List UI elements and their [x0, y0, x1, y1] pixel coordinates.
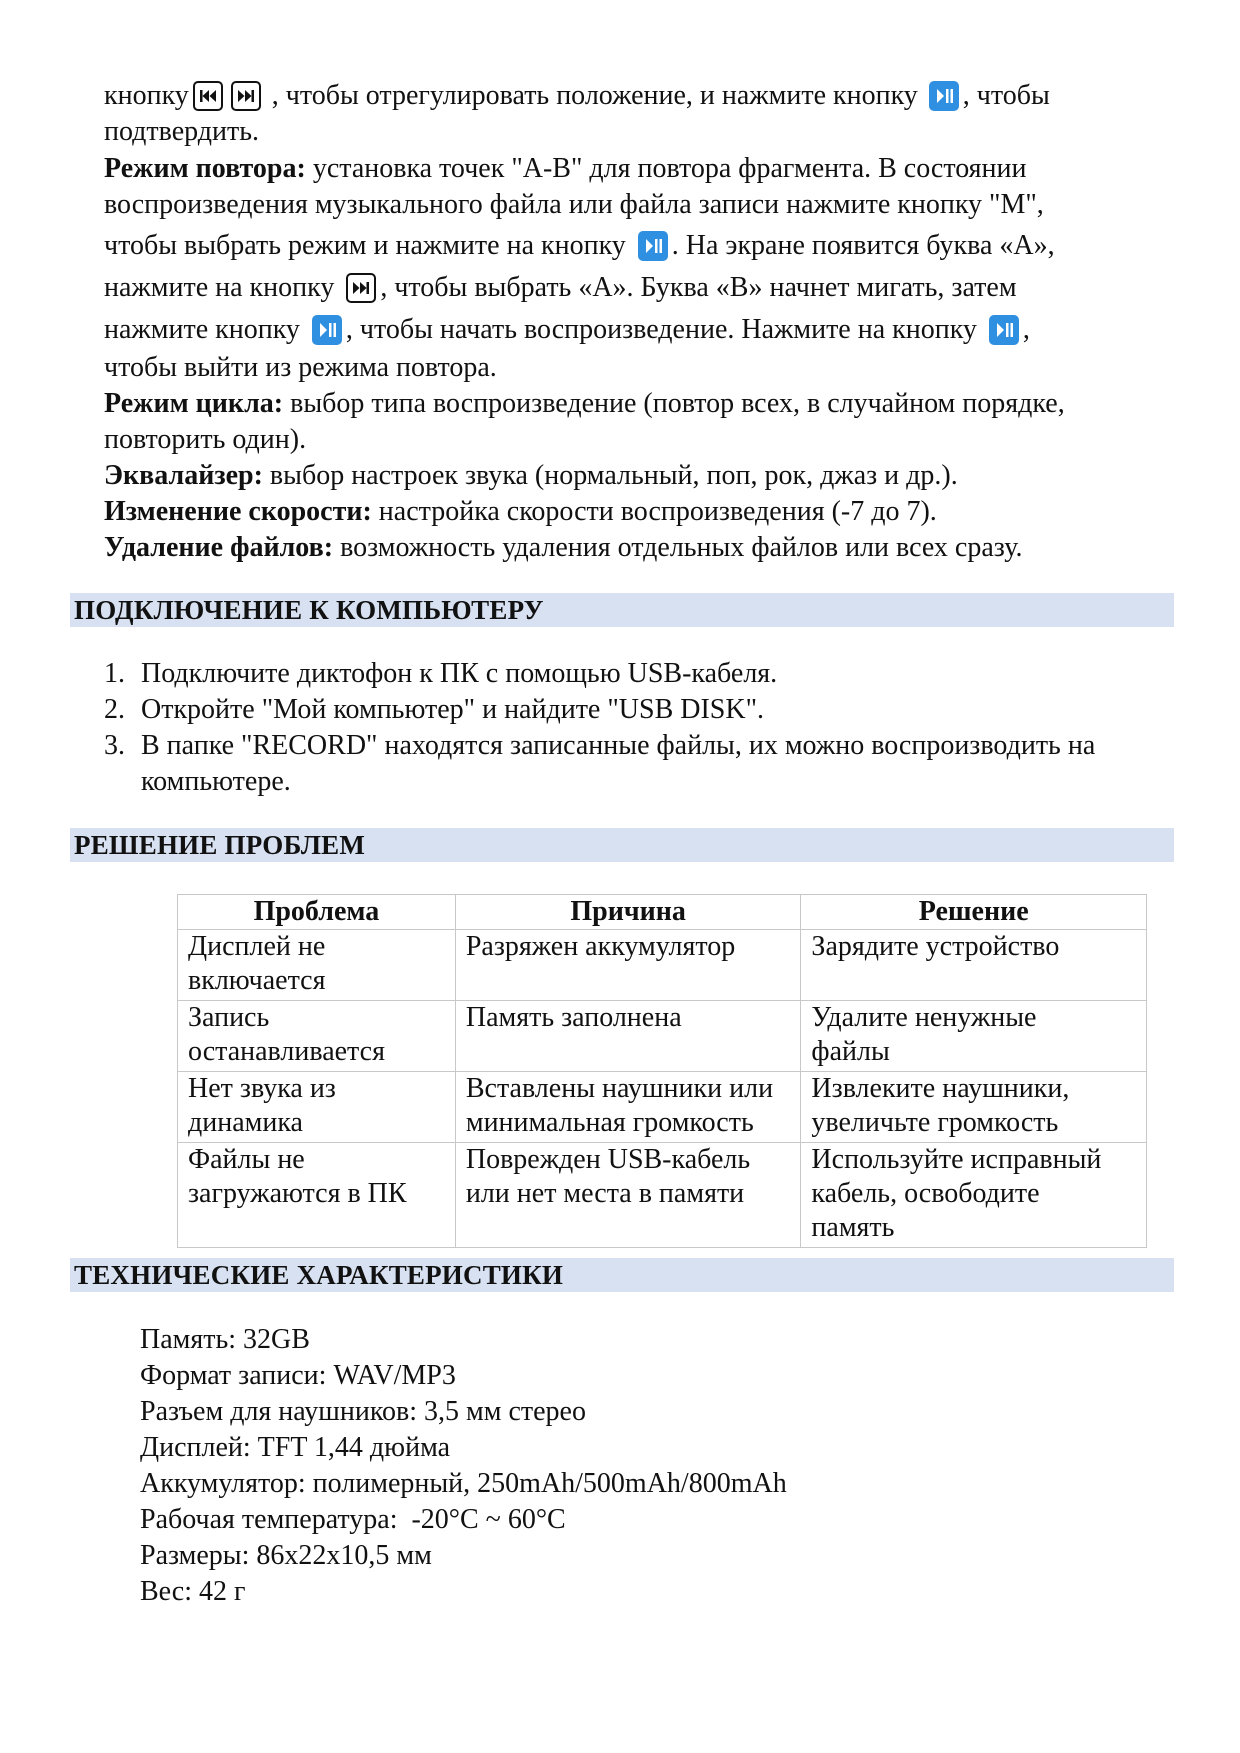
cell-line: кабель, освободите — [811, 1178, 1040, 1209]
cell-line: Извлеките наушники, — [811, 1073, 1070, 1104]
next-track-icon — [231, 81, 261, 111]
spec-item-dimensions: Размеры: 86x22x10,5 мм — [140, 1540, 432, 1571]
repeat-mode-line-3 — [104, 228, 1164, 264]
spec-item-headphone-jack: Разъем для наушников: 3,5 мм стерео — [140, 1396, 586, 1427]
cell-line: Используйте исправный — [811, 1144, 1102, 1175]
cell-line: Удалите ненужные — [811, 1002, 1037, 1033]
repeat-mode-text: чтобы выбрать режим и нажмите на кнопку — [104, 230, 626, 261]
play-pause-icon — [929, 81, 959, 111]
list-item-text: В папке "RECORD" находятся записанные файлы, их можно воспроизводить на — [141, 730, 1096, 761]
equalizer-label: Эквалайзер: — [104, 460, 263, 491]
play-pause-icon — [638, 231, 668, 261]
list-number: 3. — [104, 730, 125, 761]
cell-line: минимальная громкость — [465, 1107, 754, 1138]
repeat-mode-text: , — [1022, 314, 1030, 345]
table-row — [178, 1001, 1147, 1072]
table-cell — [178, 930, 456, 1001]
cell-line: Дисплей не — [188, 931, 326, 962]
list-item-text: компьютере. — [141, 766, 291, 797]
table-row — [178, 930, 1147, 1001]
cycle-mode-line-1 — [104, 386, 1164, 422]
table-cell — [455, 930, 801, 1001]
cell-line: Зарядите устройство — [811, 931, 1060, 962]
repeat-mode-text: установка точек "А-В" для повтора фрагмента. В состоянии — [305, 153, 1027, 184]
list-item — [104, 656, 1164, 692]
cell-line: загружаются в ПК — [188, 1178, 407, 1209]
cell-line: Запись — [188, 1002, 270, 1033]
speed-line — [104, 494, 1164, 530]
cell-line: Разряжен аккумулятор — [465, 931, 736, 962]
repeat-mode-text: , чтобы начать воспроизведение. Нажмите на кнопку — [345, 314, 977, 345]
list-number: 1. — [104, 658, 125, 689]
repeat-mode-line-6: чтобы выйти из режима повтора. — [104, 352, 497, 383]
cycle-mode-line-2: повторить один). — [104, 424, 307, 455]
intro-text: , чтобы — [962, 80, 1050, 111]
section-header-troubleshooting: РЕШЕНИЕ ПРОБЛЕМ — [70, 828, 1174, 862]
repeat-mode-text: , чтобы выбрать «А». Буква «В» начнет мигать, затем — [380, 272, 1017, 303]
section-header-pc-connection: ПОДКЛЮЧЕНИЕ К КОМПЬЮТЕРУ — [70, 593, 1174, 627]
speed-text: настройка скорости воспроизведения (-7 до 7). — [371, 496, 937, 527]
cell-line: останавливается — [188, 1036, 385, 1067]
list-item — [104, 728, 1164, 800]
intro-line-1 — [104, 78, 1164, 114]
repeat-mode-text: нажмите кнопку — [104, 314, 300, 345]
cell-line: Поврежден USB-кабель — [465, 1144, 751, 1175]
troubleshooting-table — [177, 894, 1147, 1248]
pc-connection-list — [104, 656, 1164, 800]
prev-track-icon — [193, 81, 223, 111]
intro-line-2: подтвердить. — [104, 116, 260, 147]
table-cell — [178, 1072, 456, 1143]
delete-files-text: возможность удаления отдельных файлов или всех сразу. — [333, 532, 1023, 563]
cell-line: файлы — [811, 1036, 890, 1067]
cell-line: Файлы не — [188, 1144, 305, 1175]
specifications-list — [140, 1322, 787, 1610]
cycle-mode-label: Режим цикла: — [104, 388, 284, 419]
list-item-text: Подключите диктофон к ПК с помощью USB-кабеля. — [141, 658, 778, 689]
table-row — [178, 1072, 1147, 1143]
table-cell — [801, 1001, 1147, 1072]
cell-line: Вставлены наушники или — [465, 1073, 774, 1104]
table-cell — [178, 1143, 456, 1248]
section-header-specifications: ТЕХНИЧЕСКИЕ ХАРАКТЕРИСТИКИ — [70, 1258, 1174, 1292]
repeat-mode-text: нажмите на кнопку — [104, 272, 335, 303]
repeat-mode-label: Режим повтора: — [104, 153, 306, 184]
play-pause-icon — [989, 315, 1019, 345]
cell-line: или нет места в памяти — [465, 1178, 745, 1209]
repeat-mode-line-1 — [104, 151, 1164, 187]
cycle-mode-text: выбор типа воспроизведение (повтор всех, в случайном порядке, — [283, 388, 1065, 419]
spec-item-display: Дисплей: TFT 1,44 дюйма — [140, 1432, 451, 1463]
repeat-mode-line-5 — [104, 312, 1164, 348]
list-item — [104, 692, 1164, 728]
cell-line: Нет звука из — [188, 1073, 336, 1104]
spec-item-battery: Аккумулятор: полимерный, 250mAh/500mAh/800mAh — [140, 1468, 787, 1499]
cell-line: Память заполнена — [465, 1002, 682, 1033]
list-item-text: Откройте "Мой компьютер" и найдите "USB DISK". — [141, 694, 765, 725]
table-cell — [178, 1001, 456, 1072]
table-header-cause: Причина — [455, 895, 801, 930]
table-cell — [801, 1143, 1147, 1248]
list-number: 2. — [104, 694, 125, 725]
intro-text: кнопку — [104, 80, 189, 111]
table-row — [178, 1143, 1147, 1248]
cell-line: включается — [188, 965, 326, 996]
speed-label: Изменение скорости: — [104, 496, 372, 527]
equalizer-text: выбор настроек звука (нормальный, поп, рок, джаз и др.). — [262, 460, 958, 491]
table-cell — [801, 930, 1147, 1001]
table-cell — [455, 1072, 801, 1143]
cell-line: память — [811, 1212, 895, 1243]
table-header-solution: Решение — [801, 895, 1147, 930]
repeat-mode-text: . На экране появится буква «А», — [671, 230, 1055, 261]
delete-files-line — [104, 530, 1164, 566]
table-cell — [455, 1001, 801, 1072]
repeat-mode-line-2: воспроизведения музыкального файла или файла записи нажмите кнопку "М", — [104, 189, 1044, 220]
play-pause-icon — [312, 315, 342, 345]
spec-item-memory: Память: 32GB — [140, 1324, 310, 1355]
table-cell — [455, 1143, 801, 1248]
next-track-icon — [346, 273, 376, 303]
table-header-problem: Проблема — [178, 895, 456, 930]
spec-item-temperature: Рабочая температура: -20°C ~ 60°C — [140, 1504, 566, 1535]
delete-files-label: Удаление файлов: — [104, 532, 334, 563]
equalizer-line — [104, 458, 1164, 494]
intro-text: , чтобы отрегулировать положение, и нажмите кнопку — [271, 80, 918, 111]
spec-item-weight: Вес: 42 г — [140, 1576, 246, 1607]
table-cell — [801, 1072, 1147, 1143]
repeat-mode-line-4 — [104, 270, 1164, 306]
spec-item-record-format: Формат записи: WAV/MP3 — [140, 1360, 456, 1391]
cell-line: динамика — [188, 1107, 303, 1138]
cell-line: увеличьте громкость — [811, 1107, 1059, 1138]
table-header-row — [178, 895, 1147, 930]
